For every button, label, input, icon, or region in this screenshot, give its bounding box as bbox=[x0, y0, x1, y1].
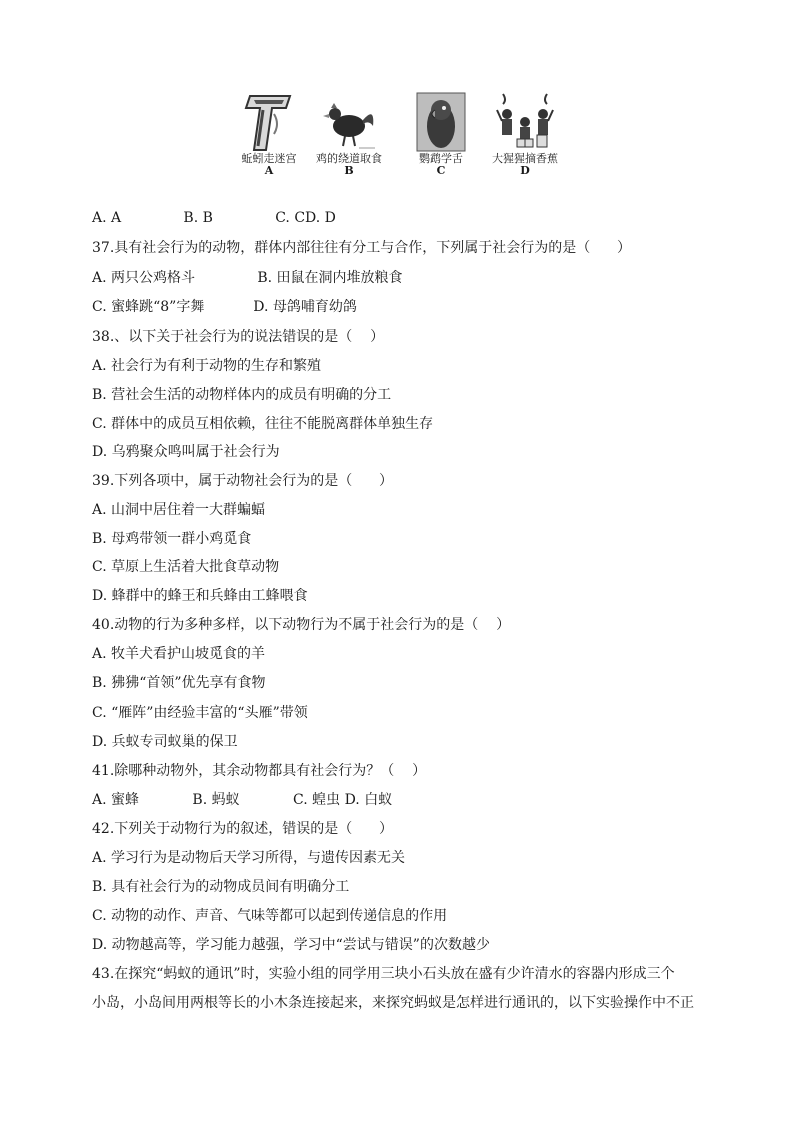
question-43: 43.在探究“蚂蚁的通讯”时，实验小组的同学用三块小石头放在盛有少许清水的容器内形成三个 bbox=[92, 966, 675, 982]
option-line: C. 草原上生活着大批食草动物 bbox=[92, 559, 280, 575]
question-42: 42.下列关于动物行为的叙述，错误的是（ ） bbox=[92, 821, 393, 837]
question-37: 37.具有社会行为的动物，群体内部往往有分工与合作，下列属于社会行为的是（ ） bbox=[92, 240, 631, 256]
options-line: A. 两只公鸡格斗 B. 田鼠在洞内堆放粮食 bbox=[92, 270, 403, 286]
option-line: A. 牧羊犬看护山坡觅食的羊 bbox=[92, 646, 266, 662]
option-line: A. 社会行为有利于动物的生存和繁殖 bbox=[92, 358, 322, 374]
figure-b bbox=[316, 92, 382, 177]
figure-caption: 鹦鹉学舌 bbox=[419, 152, 463, 165]
option-line: C. 群体中的成员互相依赖，往往不能脱离群体单独生存 bbox=[92, 416, 434, 432]
figure-strip bbox=[238, 92, 568, 188]
figure-caption: 大猩猩摘香蕉 bbox=[492, 152, 558, 165]
option-line: A. 山洞中居住着一大群蝙蝠 bbox=[92, 502, 266, 518]
question-41: 41.除哪种动物外，其余动物都具有社会行为？（ ） bbox=[92, 763, 427, 779]
question-38: 38.、以下关于社会行为的说法错误的是（ ） bbox=[92, 329, 385, 345]
option-line: A. 学习行为是动物后天学习所得，与遗传因素无关 bbox=[92, 850, 406, 866]
option-line: D. 蜂群中的蜂王和兵蜂由工蜂喂食 bbox=[92, 588, 308, 604]
figure-d bbox=[484, 92, 566, 177]
option-line: D. 兵蚁专司蚁巢的保卫 bbox=[92, 734, 238, 750]
option-line: C. “雁阵”由经验丰富的“头雁”带领 bbox=[92, 705, 308, 721]
option-line: B. 狒狒“首领”优先享有食物 bbox=[92, 675, 266, 691]
option-line: B. 母鸡带领一群小鸡觅食 bbox=[92, 531, 252, 547]
question-39: 39.下列各项中，属于动物社会行为的是（ ） bbox=[92, 473, 393, 489]
options-line: A. 蜜蜂 B. 蚂蚁 C. 蝗虫 D. 白蚁 bbox=[92, 792, 393, 808]
figure-letter: B bbox=[344, 164, 354, 177]
options-line: C. 蜜蜂跳“8”字舞 D. 母鸽哺育幼鸽 bbox=[92, 299, 357, 315]
figure-letter: A bbox=[264, 164, 274, 177]
figure-letter: D bbox=[520, 164, 530, 177]
options-line: A. A B. B C. CD. D bbox=[92, 210, 336, 226]
t-maze-icon bbox=[244, 92, 294, 152]
figure-letter: C bbox=[436, 164, 446, 177]
figure-caption: 鸡的绕道取食 bbox=[316, 152, 382, 165]
figure-c bbox=[410, 92, 472, 177]
rooster-icon bbox=[319, 92, 379, 152]
figure-caption: 蚯蚓走迷宫 bbox=[241, 152, 297, 165]
question-40: 40.动物的行为多种多样，以下动物行为不属于社会行为的是（ ） bbox=[92, 617, 511, 633]
option-line: B. 具有社会行为的动物成员间有明确分工 bbox=[92, 879, 350, 895]
question-43-cont: 小岛，小岛间用两根等长的小木条连接起来，来探究蚂蚁是怎样进行通讯的，以下实验操作中不正 bbox=[92, 995, 694, 1011]
parrot-photo-icon bbox=[416, 92, 466, 152]
option-line: D. 动物越高等，学习能力越强，学习中“尝试与错误”的次数越少 bbox=[92, 937, 490, 953]
chimpanzee-banana-icon bbox=[493, 92, 557, 152]
option-line: D. 乌鸦聚众鸣叫属于社会行为 bbox=[92, 444, 280, 460]
option-line: B. 营社会生活的动物样体内的成员有明确的分工 bbox=[92, 387, 392, 403]
figure-a bbox=[238, 92, 300, 177]
option-line: C. 动物的动作、声音、气味等都可以起到传递信息的作用 bbox=[92, 908, 448, 924]
